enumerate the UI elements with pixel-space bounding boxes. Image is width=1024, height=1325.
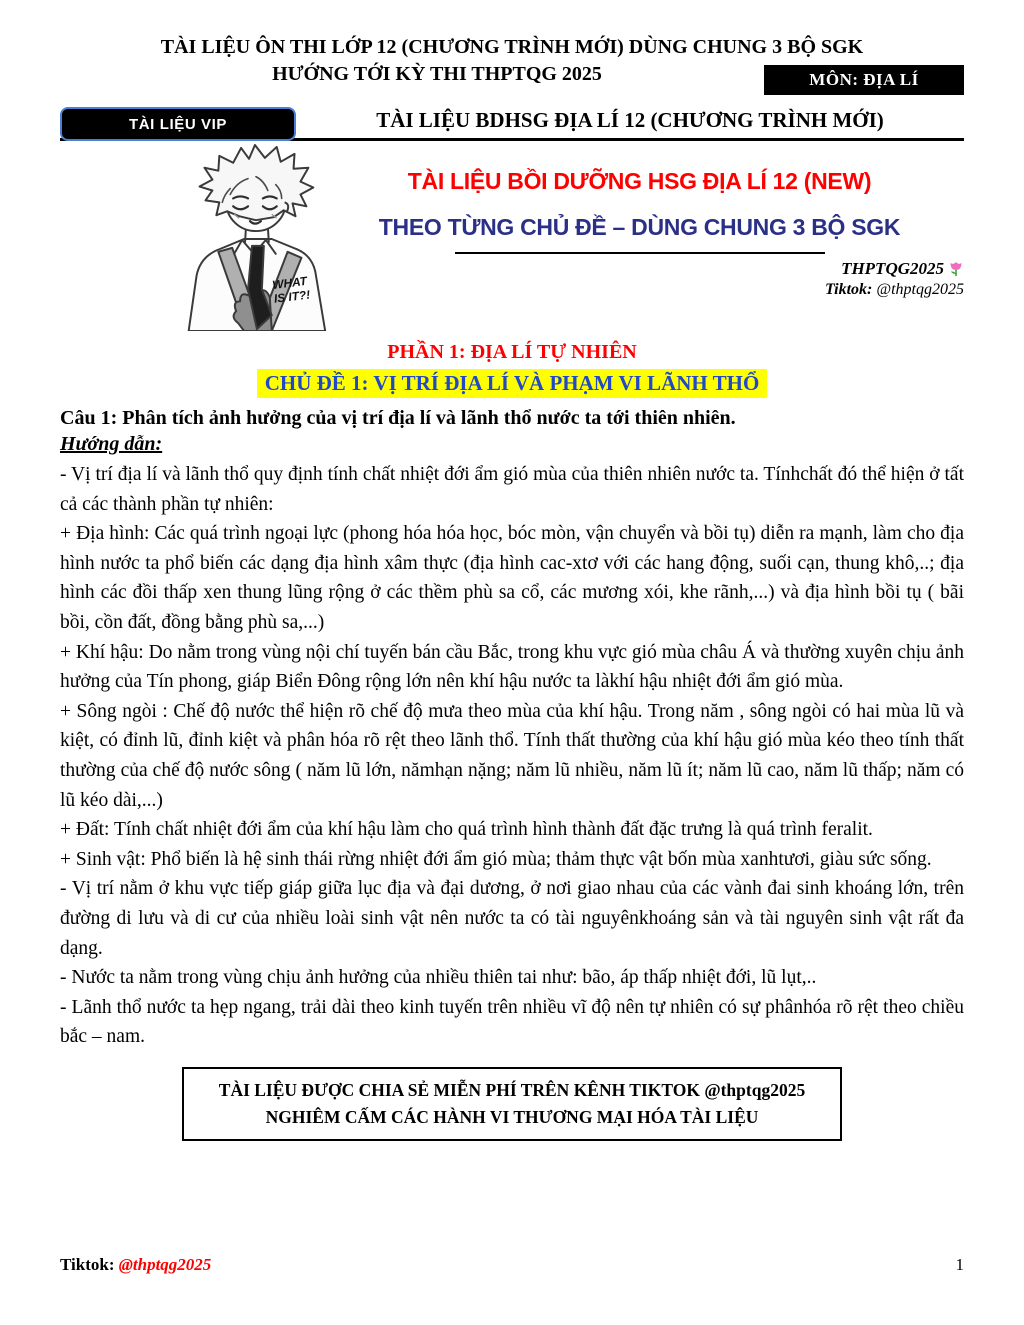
- paragraph: - Lãnh thổ nước ta hẹp ngang, trải dài theo kinh tuyến trên nhiều vĩ độ nên tự nhiên có sự phânhóa rõ rệt theo chiều bắc – nam.: [60, 996, 964, 1048]
- brand-name: THPTQG2025: [841, 259, 944, 278]
- banner-title-red: TÀI LIỆU BỒI DƯỠNG HSG ĐỊA LÍ 12 (NEW): [407, 168, 872, 194]
- doc-main-title-line1: TÀI LIỆU ÔN THI LỚP 12 (CHƯƠNG TRÌNH MỚI) DÙNG CHUNG 3 BỘ SGK: [160, 36, 864, 58]
- brand-tiktok-line: [825, 281, 964, 299]
- illustration-caption-line1: WHAT: [271, 273, 308, 293]
- topic-heading-text: CHỦ ĐỀ 1: VỊ TRÍ ĐỊA LÍ VÀ PHẠM VI LÃNH THỔ: [257, 369, 768, 398]
- doc-main-title-row2: [60, 61, 964, 95]
- brand-name-line: [825, 259, 964, 279]
- topic-heading: [60, 369, 964, 398]
- paragraph: + Đất: Tính chất nhiệt đới ẩm của khí hậu làm cho quá trình hình thành đất đặc trưng là quá trình feralit.: [60, 819, 873, 841]
- paragraph: + Khí hậu: Do nằm trong vùng nội chí tuyến bán cầu Bắc, trong khu vực gió mùa châu Á và thường xuyên chịu ảnh hưởng của Tín phong, giáp Biển Đông rộng lớn nên khí hậu nước ta làkhí hậu nhiệt đới ẩm gió mùa.: [60, 641, 964, 693]
- vip-header-row: [60, 107, 964, 141]
- tiktok-handle: @thptqg2025: [876, 281, 964, 298]
- paragraph: + Sinh vật: Phổ biến là hệ sinh thái rừng nhiệt đới ẩm gió mùa; thảm thực vật bốn mùa xanhtươi, giàu sức sống.: [60, 848, 932, 870]
- page-footer: [60, 1255, 964, 1275]
- question-1: Câu 1: Phân tích ảnh hưởng của vị trí địa lí và lãnh thổ nước ta tới thiên nhiên.: [60, 407, 736, 429]
- subject-badge: MÔN: ĐỊA LÍ: [764, 65, 964, 95]
- answer-body: [60, 460, 964, 1052]
- illustration-caption-line2: IS IT?!: [273, 287, 311, 306]
- paragraph: + Sông ngòi : Chế độ nước thể hiện rõ chế độ mưa theo mùa của khí hậu. Trong năm , sông ngòi có hai mùa lũ và kiệt, có đỉnh lũ, đỉnh kiệt và phân hóa rõ rệt theo lãnh thổ. Tính thất thường của khí hậu gió mùa kéo theo tính thất thường của chế độ nước sông ( năm lũ lớn, nămhạn nặng; năm lũ nhiều, năm lũ ít; năm lũ cao, năm lũ thấp; năm có lũ kéo dài,...): [60, 700, 964, 811]
- banner-title-blue: THEO TỪNG CHỦ ĐỀ – DÙNG CHUNG 3 BỘ SGK: [378, 214, 901, 240]
- paragraph: - Nước ta nằm trong vùng chịu ảnh hưởng của nhiều thiên tai như: bão, áp thấp nhiệt đới, lũ lụt,..: [60, 967, 817, 989]
- tiktok-label: Tiktok:: [824, 281, 873, 298]
- sharing-notice-box: [182, 1067, 842, 1141]
- tulip-icon: [948, 260, 964, 278]
- doc-main-title-line2: HƯỚNG TỚI KỲ THI THPTQG 2025: [272, 63, 602, 85]
- paragraph: - Vị trí nằm ở khu vực tiếp giáp giữa lục địa và đại dương, ở nơi giao nhau của các vành đai sinh khoáng lớn, trên đường di lưu và di cư của nhiều loài sinh vật nên nước ta có tài nguyênkhoáng sản và tài nguyên sinh vật rất đa dạng.: [60, 878, 964, 959]
- brand-block: [825, 259, 964, 299]
- page-number: 1: [955, 1255, 964, 1274]
- notice-line1: TÀI LIỆU ĐƯỢC CHIA SẺ MIỄN PHÍ TRÊN KÊNH TIKTOK @thptqg2025: [218, 1079, 806, 1100]
- guide-label: Hướng dẫn:: [60, 433, 163, 455]
- banner-titles: [315, 141, 964, 254]
- notice-line2: NGHIÊM CẤM CÁC HÀNH VI THƯƠNG MẠI HÓA TÀI LIỆU: [265, 1106, 759, 1127]
- banner-section: [60, 141, 964, 333]
- manga-student-illustration: [160, 143, 340, 331]
- doc-subtitle: TÀI LIỆU BDHSG ĐỊA LÍ 12 (CHƯƠNG TRÌNH MỚI): [376, 108, 884, 132]
- vip-badge: TÀI LIỆU VIP: [60, 107, 296, 141]
- footer-tiktok-label: Tiktok:: [60, 1255, 115, 1274]
- part-heading: PHẦN 1: ĐỊA LÍ TỰ NHIÊN: [387, 341, 637, 363]
- paragraph: + Địa hình: Các quá trình ngoại lực (phong hóa hóa học, bóc mòn, vận chuyển và bồi tụ) diễn ra mạnh, làm cho địa hình nước ta phổ biến các dạng địa hình xâm thực (địa hình cac-xtơ với các hang động, suối cạn, thung khô,..; địa hình các đồi thấp xen thung lũng rộng ở các thềm phù sa cổ, các mương xói, khe rãnh,...) và địa hình bồi tụ ( bãi bồi, cồn đất, đồng bằng phù sa,...): [60, 523, 964, 633]
- footer-tiktok-handle: @thptqg2025: [118, 1255, 212, 1274]
- paragraph: - Vị trí địa lí và lãnh thổ quy định tính chất nhiệt đới ẩm gió mùa của thiên nhiên nước ta. Tínhchất đó thể hiện ở tất cả các thành phần tự nhiên:: [60, 464, 964, 515]
- banner-underline: [455, 252, 825, 254]
- footer-tiktok: [60, 1255, 211, 1275]
